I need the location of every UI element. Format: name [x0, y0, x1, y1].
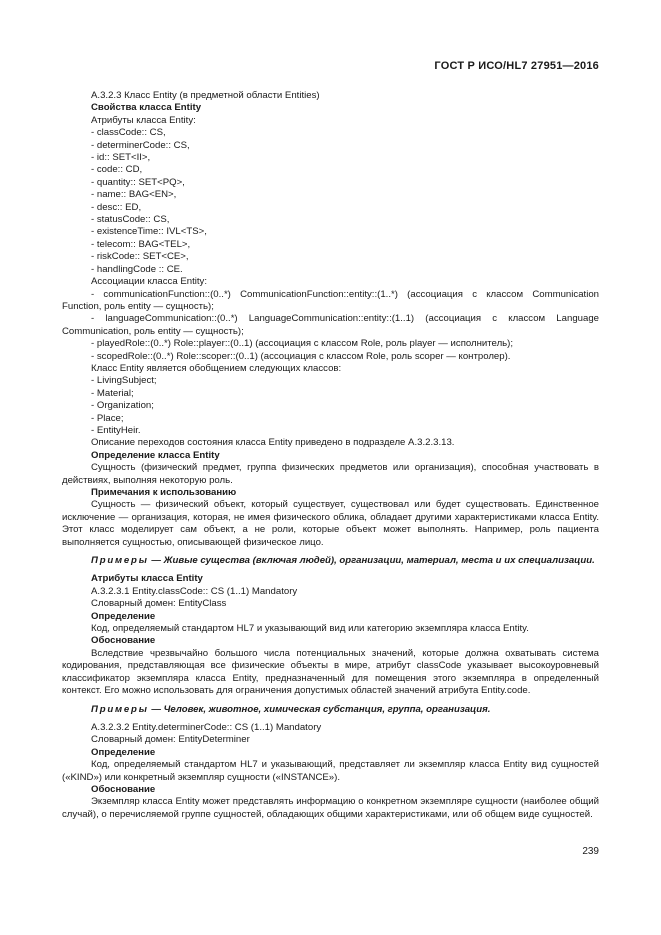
examples-label: Примеры [91, 555, 149, 567]
attributes-list [62, 127, 599, 276]
attribute-title: А.3.2.3.1 Entity.classCode:: CS (1..1) Mandatory [91, 585, 298, 597]
list-item: - Organization; [91, 400, 154, 412]
list-item: - telecom:: BAG<TEL>, [91, 238, 191, 250]
attribute-title: А.3.2.3.2 Entity.determinerCode:: CS (1..1) Mandatory [91, 721, 322, 733]
list-item: - LivingSubject; [91, 375, 157, 387]
list-item: - Material; [91, 387, 134, 399]
list-item: - Place; [91, 412, 124, 424]
document-body [62, 90, 599, 821]
list-item: - id:: SET<II>, [91, 152, 151, 164]
examples-label: Примеры [91, 703, 149, 715]
list-item: - determinerCode:: CS, [91, 139, 190, 151]
definition-text: Код, определяемый стандартом HL7 и указывающий вид или категорию экземпляра класса Entity. [91, 623, 529, 635]
usage-notes-text: Сущность — физический объект, который существует, существовал или будет существовать. Единственное исключение — организация, которая, не имея физического облика, обладает другими характеристиками класса Entity. Этот класс моделирует сам объект, а не роли, которые объект может выполнять. Например, роль пациента выполняется сущностью, описывающей физическое лицо. [62, 499, 599, 548]
list-item: - scopedRole::(0..*) Role::scoper::(0..1) (ассоциация с классом Role, роль scoper — контролер). [91, 350, 511, 362]
vocabulary-domain: Словарный домен: EntityClass [91, 598, 227, 610]
list-item: - languageCommunication::(0..*) LanguageCommunication::entity::(1..1) (ассоциация с классом Language Communication, роль entity — сущность); [62, 313, 599, 337]
examples-paragraph [62, 704, 599, 716]
examples-paragraph [62, 555, 599, 567]
list-item: - statusCode:: CS, [91, 214, 170, 226]
document-code-header: ГОСТ Р ИСО/HL7 27951—2016 [434, 60, 599, 72]
generalization-intro: Класс Entity является обобщением следующих классов: [91, 362, 342, 374]
list-item: - quantity:: SET<PQ>, [91, 176, 185, 188]
section-title: А.3.2.3 Класс Entity (в предметной области Entities) [91, 90, 320, 101]
usage-notes-heading: Примечания к использованию [91, 487, 237, 498]
definition-text: Код, определяемый стандартом HL7 и указывающий, представляет ли экземпляр класса Entity вид сущностей («KIND») или конкретный экземпляр сущности («INSTANCE»). [62, 759, 599, 783]
list-item: - playedRole::(0..*) Role::player::(0..1) (ассоциация с классом Role, роль player — исполнитель); [91, 338, 514, 350]
associations-list [62, 289, 599, 363]
definition-text: Сущность (физический предмет, группа физических предметов или организация), способная участвовать в действиях, выполняя некоторую роль. [62, 462, 599, 486]
list-item: - existenceTime:: IVL<TS>, [91, 226, 207, 238]
list-item: - riskCode:: SET<CE>, [91, 251, 189, 263]
rationale-text: Вследствие чрезвычайно большого числа потенциальных значений, которые должна охватывать система кодирования, представляющая все физические объекты в мире, атрибут classCode указывает высокоуровневый классификатор экземпляра класса Entity, предназначенный для помещения этого экземпляра в определенный контекст. Его можно использовать для ограничения допустимых областей значений атрибута Entity.code. [62, 647, 599, 697]
transitions-note: Описание переходов состояния класса Entity приведено в подразделе А.3.2.3.13. [91, 437, 455, 449]
list-item: - code:: CD, [91, 164, 143, 176]
examples-text: — Живые существа (включая людей), организации, материал, места и их специализации. [148, 555, 595, 567]
properties-heading: Свойства класса Entity [91, 102, 202, 114]
rationale-heading: Обоснование [91, 783, 156, 795]
list-item: - name:: BAG<EN>, [91, 189, 177, 201]
list-item: - EntityHeir. [91, 424, 141, 436]
list-item: - classCode:: CS, [91, 127, 166, 139]
list-item: - desc:: ED, [91, 201, 142, 213]
definition-heading: Определение класса Entity [91, 449, 220, 461]
page-number: 239 [582, 846, 599, 857]
definition-heading: Определение [91, 746, 156, 758]
attributes-heading: Атрибуты класса Entity: [91, 114, 196, 126]
attributes-section-heading: Атрибуты класса Entity [91, 573, 203, 585]
rationale-text: Экземпляр класса Entity может представлять информацию о конкретном экземпляре сущности (наиболее общий случай), о перечисляемой группе сущностей, обладающих общими характеристиками, или об общем виде сущностей. [62, 796, 599, 820]
rationale-heading: Обоснование [91, 635, 156, 647]
definition-heading: Определение [91, 610, 156, 622]
subclasses-list [62, 375, 599, 437]
list-item: - handlingCode :: CE. [91, 263, 183, 275]
vocabulary-domain: Словарный домен: EntityDeterminer [91, 734, 250, 746]
list-item: - communicationFunction::(0..*) CommunicationFunction::entity::(1..*) (ассоциация с классом Communication Function, роль entity — сущность); [62, 288, 599, 312]
associations-heading: Ассоциации класса Entity: [91, 276, 207, 288]
examples-text: — Человек, животное, химическая субстанция, группа, организация. [148, 703, 491, 715]
